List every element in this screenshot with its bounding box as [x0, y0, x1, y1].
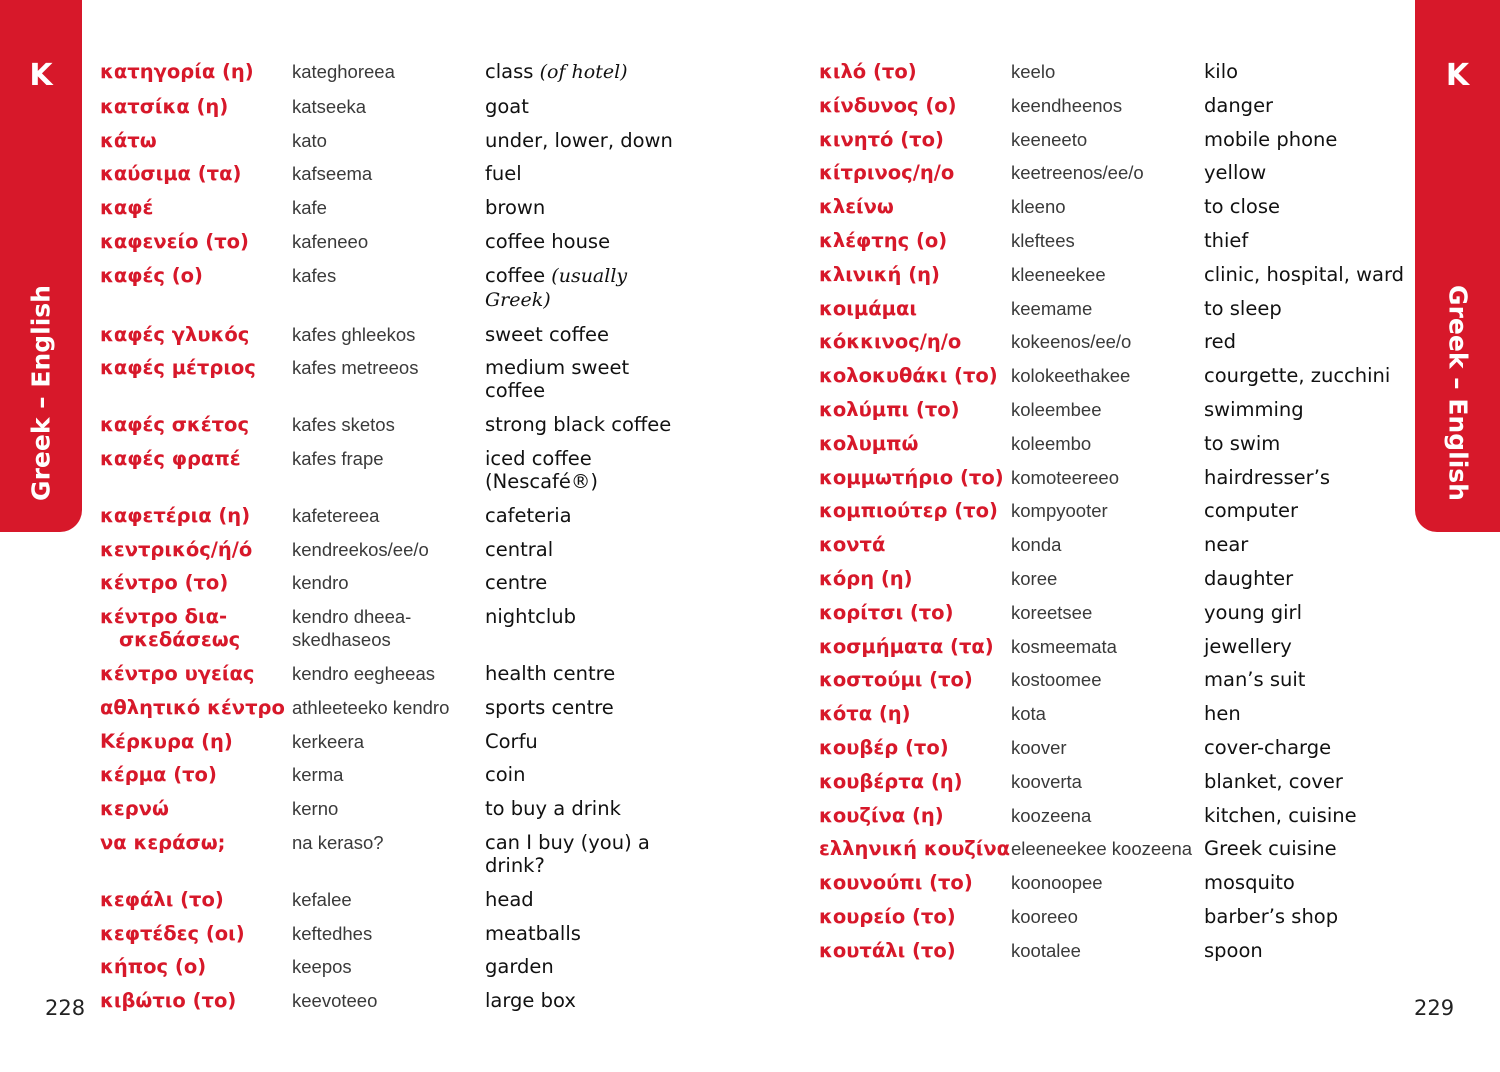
greek-headword: καφές γλυκός [100, 322, 250, 346]
dictionary-entry [100, 955, 695, 978]
dictionary-entry [100, 763, 695, 786]
english-translation: iced coffee (Nescafé®) [485, 446, 598, 493]
english-translation: swimming [1204, 397, 1304, 421]
english-translation: coffee house [485, 229, 611, 253]
thumb-tab-right [1415, 0, 1500, 532]
english-translation: spoon [1204, 938, 1263, 962]
greek-headword: κεφάλι (το) [100, 887, 224, 911]
dictionary-entry [100, 230, 695, 253]
transliteration: koreetsee [1011, 601, 1093, 623]
transliteration: kleeno [1011, 196, 1066, 218]
greek-headword: κομπιούτερ (το) [819, 499, 998, 523]
greek-headword: κέντρο (το) [100, 571, 229, 595]
english-translation: fuel [485, 162, 522, 186]
transliteration: kafetereea [292, 504, 380, 526]
dictionary-entry [819, 804, 1414, 827]
page-number-left: 228 [45, 996, 86, 1020]
greek-headword: κατσίκα (η) [100, 94, 229, 118]
dictionary-entry [100, 95, 695, 118]
dictionary-entry [819, 94, 1414, 117]
transliteration: keendheenos [1011, 94, 1123, 116]
english-translation: man’s suit [1204, 668, 1306, 692]
dictionary-entry [819, 736, 1414, 759]
dictionary-entry [819, 533, 1414, 556]
greek-headword: κολυμπώ [819, 431, 919, 455]
english-translation: thief [1204, 228, 1249, 252]
transliteration: kafes sketos [292, 414, 395, 436]
transliteration: eleeneekee koozeena [1011, 838, 1193, 860]
dictionary-entry [819, 635, 1414, 658]
transliteration: katseeka [292, 95, 367, 117]
dictionary-entry [100, 797, 695, 820]
english-translation: clinic, hospital, ward [1204, 262, 1405, 286]
dictionary-entry [100, 888, 695, 911]
transliteration: kooreeo [1011, 905, 1078, 927]
transliteration: kafes [292, 264, 337, 286]
english-translation: cover-charge [1204, 735, 1332, 759]
dictionary-entry [819, 364, 1414, 387]
dictionary-entry [100, 696, 695, 719]
greek-headword: Κέρκυρα (η) [100, 729, 233, 753]
greek-headword: καφετέρια (η) [100, 503, 251, 527]
english-translation: kitchen, cuisine [1204, 803, 1357, 827]
dictionary-entry [100, 196, 695, 219]
dictionary-entry [819, 905, 1414, 928]
dictionary-entry [100, 323, 695, 346]
greek-headword: κλείνω [819, 195, 894, 219]
transliteration: kootalee [1011, 939, 1081, 961]
transliteration: kerkeera [292, 730, 364, 752]
transliteration: kooverta [1011, 770, 1082, 792]
greek-headword: κοντά [819, 533, 886, 557]
dictionary-entry [819, 229, 1414, 252]
transliteration: kendro dheea- skedhaseos [292, 606, 412, 651]
greek-headword: κουβέρτα (η) [819, 769, 963, 793]
english-translation: medium sweet coffee [485, 356, 630, 403]
english-translation: under, lower, down [485, 128, 673, 152]
transliteration: athleeteeko kendro [292, 696, 450, 718]
greek-headword: καφές (ο) [100, 263, 203, 287]
transliteration: kerno [292, 798, 339, 820]
english-translation: head [485, 887, 534, 911]
english-translation: blanket, cover [1204, 769, 1343, 793]
transliteration: keepos [292, 956, 352, 978]
dictionary-entry [819, 837, 1414, 860]
transliteration: na keraso? [292, 831, 384, 853]
english-translation: Corfu [485, 729, 538, 753]
greek-headword: κίνδυνος (ο) [819, 93, 957, 117]
english-translation: goat [485, 94, 529, 118]
english-translation: to sleep [1204, 296, 1282, 320]
greek-headword: κήπος (ο) [100, 955, 207, 979]
dictionary-entry [100, 129, 695, 152]
transliteration: kateghoreea [292, 61, 395, 82]
left-page-entries [100, 60, 695, 1023]
dictionary-entry [819, 499, 1414, 522]
transliteration: kato [292, 129, 327, 151]
transliteration: keetreenos/ee/o [1011, 162, 1144, 184]
dictionary-entry [819, 60, 1414, 83]
english-translation: near [1204, 533, 1249, 557]
english-translation: computer [1204, 499, 1299, 523]
transliteration: keelo [1011, 61, 1056, 82]
transliteration: kefalee [292, 888, 352, 910]
transliteration: kendro [292, 572, 349, 594]
greek-headword: κινητό (το) [819, 127, 944, 151]
english-translation: young girl [1204, 600, 1302, 624]
english-translation: sweet coffee [485, 322, 610, 346]
greek-headword: κομμωτήριο (το) [819, 465, 1004, 489]
dictionary-entry [819, 601, 1414, 624]
transliteration: keftedhes [292, 922, 373, 944]
transliteration: koleembo [1011, 432, 1092, 454]
transliteration: koleembee [1011, 398, 1102, 420]
english-translation: danger [1204, 93, 1274, 117]
transliteration: keeneeto [1011, 128, 1088, 150]
transliteration: koover [1011, 736, 1067, 758]
dictionary-entry [100, 60, 695, 84]
english-translation: garden [485, 955, 554, 979]
greek-headword: καύσιμα (τα) [100, 162, 242, 186]
greek-headword: κίτρινος/η/ο [819, 161, 955, 185]
english-translation: coffee (usually Greek) [485, 263, 628, 311]
transliteration: kolokeethakee [1011, 365, 1131, 387]
dictionary-entry [819, 195, 1414, 218]
greek-headword: κεφτέδες (οι) [100, 921, 245, 945]
dictionary-entry [100, 447, 695, 493]
english-translation: central [485, 537, 554, 561]
english-translation: coin [485, 763, 526, 787]
greek-headword: κοσμήματα (τα) [819, 634, 994, 658]
english-translation: hairdresser’s [1204, 465, 1331, 489]
greek-headword: ελληνική κουζίνα [819, 837, 1011, 861]
transliteration: kleftees [1011, 229, 1075, 251]
english-translation: sports centre [485, 695, 614, 719]
tab-letter: K [29, 58, 53, 93]
dictionary-entry [100, 162, 695, 185]
dictionary-entry [819, 297, 1414, 320]
english-translation: hen [1204, 702, 1241, 726]
greek-headword: κουρείο (το) [819, 904, 956, 928]
greek-headword: καφενείο (το) [100, 229, 249, 253]
transliteration: kendreekos/ee/o [292, 538, 429, 560]
dictionary-entry [819, 161, 1414, 184]
dictionary-entry [819, 939, 1414, 962]
greek-headword: κλέφτης (ο) [819, 228, 948, 252]
greek-headword: κουτάλι (το) [819, 938, 956, 962]
transliteration: kostoomee [1011, 669, 1102, 691]
english-translation: brown [485, 196, 546, 220]
transliteration: kerma [292, 764, 344, 786]
dictionary-entry [819, 567, 1414, 590]
thumb-tab-left [0, 0, 82, 532]
dictionary-entry [819, 668, 1414, 691]
transliteration: konda [1011, 534, 1062, 556]
transliteration: kafseema [292, 163, 373, 185]
transliteration: kafeneeo [292, 230, 369, 252]
english-translation: kilo [1204, 60, 1239, 83]
english-translation: can I buy (you) a drink? [485, 830, 650, 877]
greek-headword: κόρη (η) [819, 566, 913, 590]
greek-headword: κολοκυθάκι (το) [819, 364, 998, 388]
tab-label: Greek – English [1443, 285, 1472, 501]
transliteration: kota [1011, 703, 1046, 725]
transliteration: keevoteeo [292, 990, 378, 1012]
dictionary-entry [819, 871, 1414, 894]
english-translation: mobile phone [1204, 127, 1338, 151]
greek-headword: κουνούπι (το) [819, 871, 973, 895]
english-translation: to buy a drink [485, 797, 621, 821]
greek-headword: κουβέρ (το) [819, 735, 949, 759]
greek-headword: αθλητικό κέντρο [100, 695, 285, 719]
tab-letter: K [1445, 58, 1470, 93]
english-translation: daughter [1204, 566, 1294, 590]
dictionary-entry [100, 730, 695, 753]
transliteration: kokeenos/ee/o [1011, 331, 1132, 353]
greek-headword: καφές σκέτος [100, 413, 250, 437]
dictionary-entry [819, 770, 1414, 793]
transliteration: kafes metreeos [292, 357, 419, 379]
greek-headword: κορίτσι (το) [819, 600, 954, 624]
greek-headword: κέρμα (το) [100, 763, 217, 787]
english-translation: courgette, zucchini [1204, 364, 1391, 388]
transliteration: kosmeemata [1011, 635, 1117, 657]
dictionary-entry [819, 702, 1414, 725]
transliteration: kafe [292, 197, 327, 219]
english-translation: strong black coffee [485, 413, 672, 437]
greek-headword: κάτω [100, 128, 157, 152]
dictionary-entry [100, 605, 695, 651]
transliteration: koree [1011, 567, 1058, 589]
transliteration: keemame [1011, 297, 1093, 319]
dictionary-entry [819, 263, 1414, 286]
english-translation: nightclub [485, 605, 577, 629]
transliteration: kendro eegheeas [292, 662, 435, 684]
dictionary-entry [100, 989, 695, 1012]
greek-headword: καφέ [100, 196, 154, 220]
transliteration: kompyooter [1011, 500, 1108, 522]
greek-headword: κόκκινος/η/ο [819, 330, 962, 354]
transliteration: kleeneekee [1011, 263, 1106, 285]
english-translation: to swim [1204, 431, 1281, 455]
english-translation: health centre [485, 661, 616, 685]
english-translation: to close [1204, 195, 1281, 219]
dictionary-entry [100, 831, 695, 877]
greek-headword: κερνώ [100, 797, 169, 821]
dictionary-entry [819, 398, 1414, 421]
greek-headword: κότα (η) [819, 702, 911, 726]
transliteration: kafes ghleekos [292, 323, 416, 345]
greek-headword: κέντρο δια- σκεδάσεως [100, 605, 241, 652]
greek-headword: να κεράσω; [100, 830, 226, 854]
dictionary-entry [100, 356, 695, 402]
english-translation: yellow [1204, 161, 1267, 185]
dictionary-entry [100, 922, 695, 945]
english-translation: centre [485, 571, 548, 595]
english-translation: barber’s shop [1204, 904, 1339, 928]
dictionary-entry [819, 330, 1414, 353]
dictionary-entry [100, 413, 695, 436]
right-page-entries [819, 60, 1414, 973]
dictionary-entry [100, 662, 695, 685]
dictionary-entry [100, 504, 695, 527]
dictionary-entry [100, 264, 695, 312]
english-translation: cafeteria [485, 503, 572, 527]
greek-headword: κέντρο υγείας [100, 661, 255, 685]
transliteration: koozeena [1011, 804, 1092, 826]
english-translation: red [1204, 330, 1236, 354]
english-translation: jewellery [1204, 634, 1292, 658]
english-translation: mosquito [1204, 871, 1295, 895]
greek-headword: κατηγορία (η) [100, 60, 254, 83]
greek-headword: κλινική (η) [819, 262, 940, 286]
tab-label: Greek – English [26, 285, 56, 501]
page-number-right: 229 [1414, 996, 1455, 1020]
transliteration: koonoopee [1011, 872, 1103, 894]
english-translation: large box [485, 989, 576, 1013]
greek-headword: κεντρικός/ή/ό [100, 537, 253, 561]
greek-headword: καφές φραπέ [100, 446, 241, 470]
greek-headword: κιλό (το) [819, 60, 917, 83]
dictionary-entry [819, 128, 1414, 151]
greek-headword: καφές μέτριος [100, 356, 256, 380]
english-translation: Greek cuisine [1204, 837, 1337, 861]
greek-headword: κιβώτιο (το) [100, 989, 237, 1013]
english-translation: meatballs [485, 921, 581, 945]
transliteration: komoteereeo [1011, 466, 1119, 488]
greek-headword: κοστούμι (το) [819, 668, 973, 692]
dictionary-entry [100, 538, 695, 561]
dictionary-entry [819, 432, 1414, 455]
dictionary-entry [819, 466, 1414, 489]
greek-headword: κολύμπι (το) [819, 397, 960, 421]
transliteration: kafes frape [292, 447, 384, 469]
greek-headword: κοιμάμαι [819, 296, 917, 320]
dictionary-entry [100, 571, 695, 594]
english-translation: class (of hotel) [485, 60, 628, 83]
greek-headword: κουζίνα (η) [819, 803, 944, 827]
